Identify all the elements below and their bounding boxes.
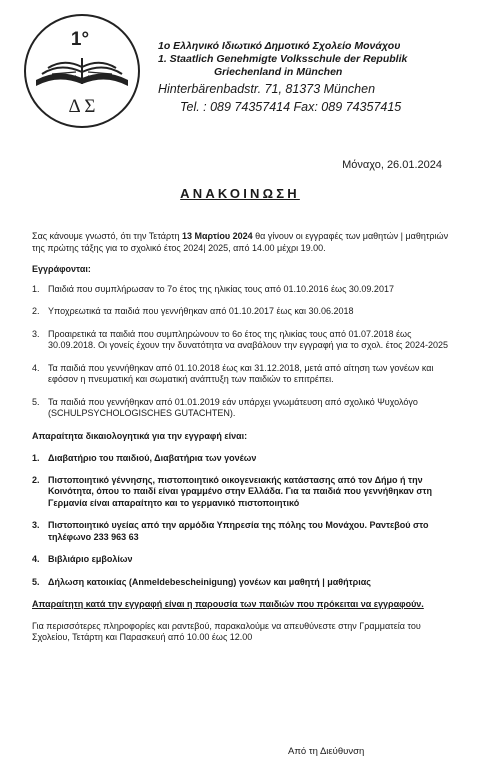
list-text: Παιδιά που συμπλήρωσαν το 7ο έτος της ηλικίας τους από 01.10.2016 έως 30.09.2017 [48, 283, 394, 294]
list-item [32, 284, 458, 296]
intro-after: θα γίνουν οι εγγραφές των μαθητών | μαθητριών της πρώτης τάξης για το σχολικό έτος 2024| 2025, από 14.00 μέχρι 19.00. [32, 231, 449, 253]
list-item [32, 475, 458, 510]
announcement-title [0, 186, 480, 201]
documents-heading: Απαραίτητα δικαιολογητικά για την εγγραφή είναι: [32, 430, 248, 441]
signature: Από τη Διεύθυνση [288, 746, 365, 757]
list-text: Πιστοποιητικό υγείας από την αρμόδια Υπηρεσία της πόλης του Μονάχου. Ραντεβού στο τηλέφωνο 233 963 63 [48, 520, 429, 542]
list-text: Προαιρετικά τα παιδιά που συμπληρώνουν το 6ο έτος της ηλικίας τους από 01.07.2018 έως 30.09.2018. Οι γονείς έχουν την δυνατότητα να αναβάλουν την εγγραφή για το σχολ. έτος 2024-2025 [48, 328, 448, 350]
list-item [32, 577, 458, 589]
list-item [32, 520, 458, 543]
list-text: Πιστοποιητικό γέννησης, πιστοποιητικό οικογενειακής κατάστασης από τον Δήμο ή την Κοινότητα, όπου το παιδί είναι γραμμένο στην Ελλάδα. Για τα παιδιά που γεννήθηκαν στη Γερμανία είναι απαραίτητο και το γερμανικό πιστοποιητικό [48, 474, 433, 508]
list-number: 1. [32, 453, 40, 463]
school-address: Hinterbärenbadstr. 71, 81373 München [158, 82, 376, 96]
intro-before: Σας κάνουμε γνωστό, ότι την Τετάρτη [32, 231, 183, 241]
announcement-body [32, 231, 458, 666]
presence-note: Απαραίτητη κατά την εγγραφή είναι η παρουσία των παιδιών που πρόκειται να εγγραφούν. [32, 599, 424, 609]
document-date: Μόναχο, 26.01.2024 [342, 159, 442, 171]
list-text: Υποχρεωτικά τα παιδιά που γεννήθηκαν από 01.10.2017 έως και 30.06.2018 [48, 306, 354, 316]
school-phone: Tel. : 089 74357414 Fax: 089 74357415 [180, 100, 402, 114]
list-text: Τα παιδιά που γεννήθηκαν από 01.01.2019 εάν υπάρχει γνωμάτευση από σχολικό Ψυχολόγο (SCHULPSYCHOLOGISCHES GUTACHTEN). [48, 396, 418, 418]
list-text: Τα παιδιά που γεννήθηκαν από 01.10.2018 έως και 31.12.2018, μετά από αίτηση των γονέων και εφόσον η πνευματική και σωματική ανάπτυξη των παιδιών το επιτρέπει. [48, 362, 434, 384]
list-item [32, 363, 458, 386]
list-number: 1. [32, 283, 40, 294]
list-number: 4. [32, 554, 40, 564]
enroll-heading: Εγγράφονται: [32, 264, 91, 274]
school-logo [22, 12, 142, 130]
info-note: Για περισσότερες πληροφορίες και ραντεβού, παρακαλούμε να απευθύνεστε στην Γραμματεία του Σχολείου, Τετάρτη και Παρασκευή από 10.00 έως 12.00 [32, 620, 421, 642]
list-item [32, 329, 458, 352]
list-text: Βιβλιάριο εμβολίων [48, 554, 133, 564]
list-number: 2. [32, 474, 40, 485]
school-name-greek: 1ο Ελληνικό Ιδιωτικό Δημοτικό Σχολείο Μονάχου [158, 40, 401, 52]
logo-letters: Δ Σ [68, 96, 96, 117]
announcement-title-text: ΑΝΑΚΟΙΝΩΣΗ [180, 186, 300, 201]
list-item [32, 554, 458, 566]
list-number: 3. [32, 328, 40, 339]
list-number: 5. [32, 576, 40, 587]
list-item [32, 306, 458, 318]
list-item [32, 453, 458, 465]
documents-list [32, 453, 458, 588]
logo-number: 1° [70, 29, 90, 50]
list-number: 3. [32, 520, 40, 530]
list-number: 4. [32, 362, 40, 373]
intro-date: 13 Μαρτίου 2024 [182, 231, 253, 241]
enroll-list [32, 284, 458, 420]
intro-paragraph [32, 231, 458, 254]
list-text: Διαβατήριο του παιδιού, Διαβατήρια των γονέων [48, 453, 257, 463]
list-item [32, 397, 458, 420]
list-text: Δήλωση κατοικίας (Anmeldebescheinigung) γονέων και μαθητή | μαθήτριας [48, 576, 371, 587]
school-name-german: 1. Staatlich Genehmigte Volksschule der Republik [158, 53, 408, 65]
school-name-german-2: Griechenland in München [214, 66, 343, 78]
list-number: 5. [32, 396, 40, 407]
school-header [158, 40, 476, 115]
list-number: 2. [32, 306, 40, 316]
